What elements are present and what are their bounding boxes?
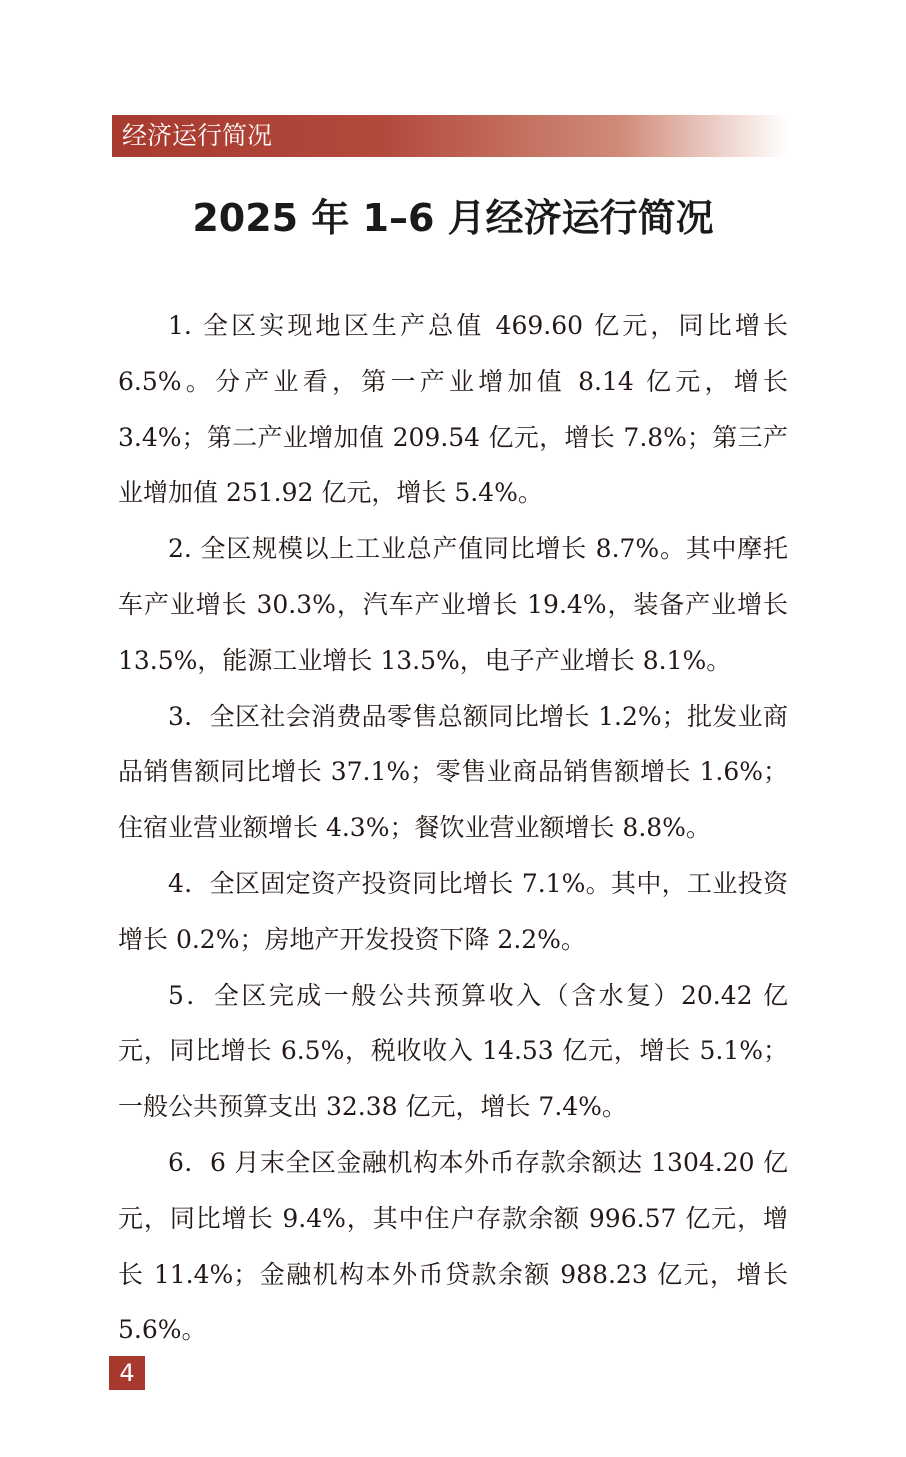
paragraph-1: 1. 全区实现地区生产总值 469.60 亿元，同比增长 6.5%。分产业看，第一产业增加值 8.14 亿元，增长 3.4%；第二产业增加值 209.54 亿元，增长 7.8%；第三产业增加值 251.92 亿元，增长 5.4%。 <box>118 311 788 508</box>
document-body <box>118 298 788 1358</box>
paragraph-2: 2. 全区规模以上工业总产值同比增长 8.7%。其中摩托车产业增长 30.3%，汽车产业增长 19.4%，装备产业增长 13.5%，能源工业增长 13.5%，电子产业增长 8.1%。 <box>118 534 788 675</box>
page-title: 2025 年 1–6 月经济运行简况 <box>192 196 714 240</box>
paragraph-6: 6．6 月末全区金融机构本外币存款余额达 1304.20 亿元，同比增长 9.4%，其中住户存款余额 996.57 亿元，增长 11.4%；金融机构本外币贷款余额 988.23 亿元，增长 5.6%。 <box>118 1147 788 1345</box>
paragraph-5: 5．全区完成一般公共预算收入（含水复）20.42 亿元，同比增长 6.5%，税收收入 14.53 亿元，增长 5.1%；一般公共预算支出 32.38 亿元，增长 7.4%。 <box>118 980 788 1122</box>
page-number: 4 <box>109 1356 145 1390</box>
paragraph-4: 4．全区固定资产投资同比增长 7.1%。其中，工业投资增长 0.2%；房地产开发投资下降 2.2%。 <box>118 868 788 954</box>
paragraph-3: 3．全区社会消费品零售总额同比增长 1.2%；批发业商品销售额同比增长 37.1%；零售业商品销售额增长 1.6%；住宿业营业额增长 4.3%；餐饮业营业额增长 8.8%。 <box>118 701 788 843</box>
section-label: 经济运行简况 <box>122 121 273 150</box>
section-banner <box>112 115 788 157</box>
